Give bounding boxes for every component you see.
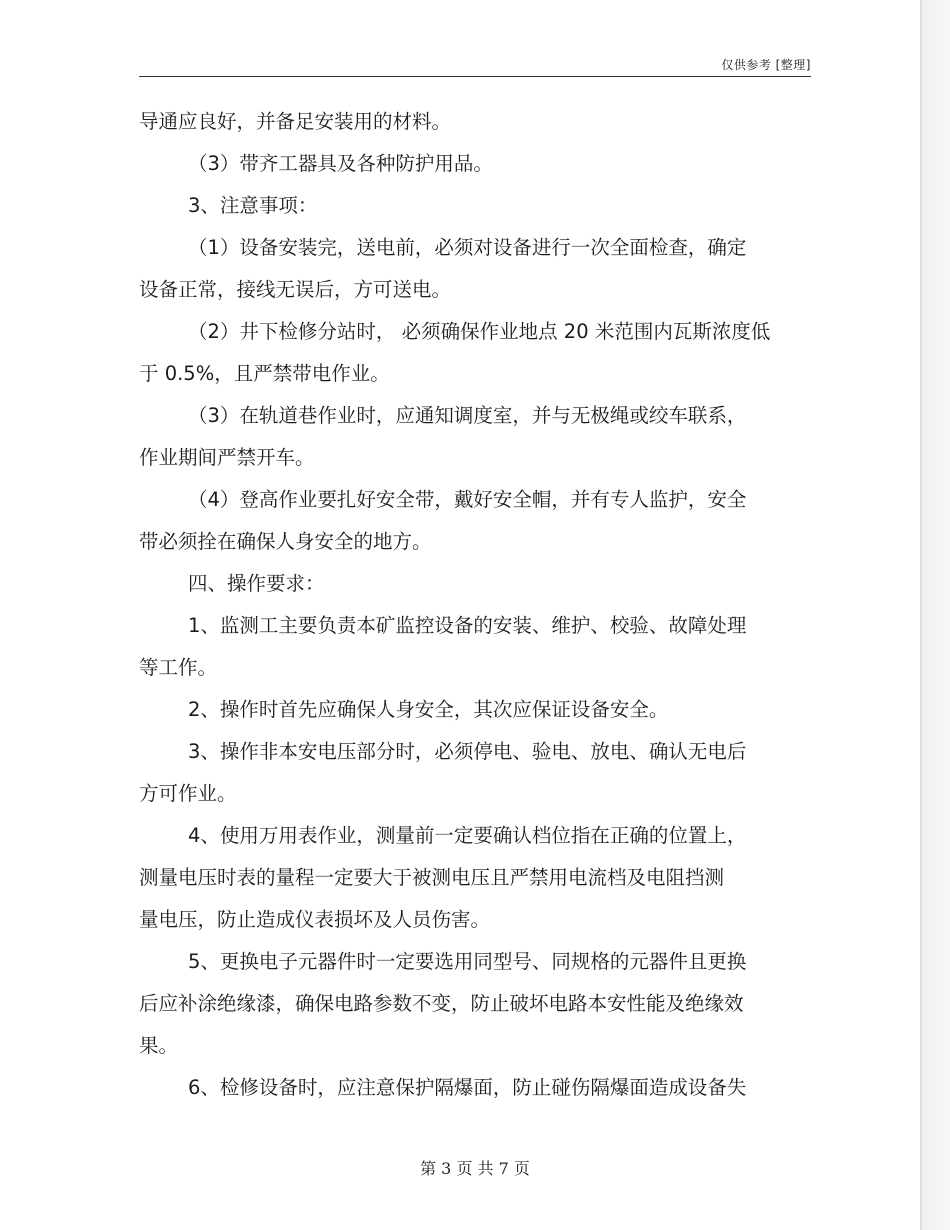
text-line: （3）带齐工器具及各种防护用品。 — [188, 152, 493, 175]
text-line: 2、操作时首先应确保人身安全，其次应保证设备安全。 — [188, 698, 669, 721]
text-line: 3、操作非本安电压部分时，必须停电、验电、放电、确认无电后 — [188, 740, 747, 763]
text-line: （4）登高作业要扎好安全带，戴好安全帽，并有专人监护，安全 — [188, 488, 747, 511]
header-rule — [139, 76, 811, 77]
text-line: 测量电压时表的量程一定要大于被测电压且严禁用电流档及电阻挡测 — [139, 866, 725, 889]
text-line: 带必须拴在确保人身安全的地方。 — [139, 530, 432, 553]
text-line: 于 0.5%，且严禁带电作业。 — [139, 362, 390, 385]
text-line: 3、注意事项： — [188, 194, 318, 217]
text-line: 1、监测工主要负责本矿监控设备的安装、维护、校验、故障处理 — [188, 614, 747, 637]
text-line: 果。 — [139, 1034, 179, 1057]
text-line: 后应补涂绝缘漆，确保电路参数不变，防止破坏电路本安性能及绝缘效 — [139, 992, 744, 1015]
text-line: 4、使用万用表作业，测量前一定要确认档位指在正确的位置上， — [188, 824, 747, 847]
text-line: 作业期间严禁开车。 — [139, 446, 315, 469]
text-line: 等工作。 — [139, 656, 218, 679]
text-line: （1）设备安装完，送电前，必须对设备进行一次全面检查，确定 — [188, 236, 747, 259]
page-edge — [920, 0, 950, 1230]
text-line: （2）井下检修分站时， 必须确保作业地点 20 米范围内瓦斯浓度低 — [188, 320, 771, 343]
text-line: 5、更换电子元器件时一定要选用同型号、同规格的元器件且更换 — [188, 950, 747, 973]
text-line: 导通应良好，并备足安装用的材料。 — [139, 110, 452, 133]
text-line: 6、检修设备时，应注意保护隔爆面，防止碰伤隔爆面造成设备失 — [188, 1076, 747, 1099]
text-line: 四、操作要求： — [188, 572, 325, 595]
text-line: 方可作业。 — [139, 782, 237, 805]
text-line: （3）在轨道巷作业时，应通知调度室，并与无极绳或绞车联系， — [188, 404, 747, 427]
page-header — [139, 54, 811, 76]
page-footer: 第 3 页 共 7 页 — [420, 1159, 530, 1178]
header-text: 仅供参考 [整理] — [721, 58, 811, 72]
text-line: 量电压，防止造成仪表损坏及人员伤害。 — [139, 908, 491, 931]
text-line: 设备正常，接线无误后，方可送电。 — [139, 278, 452, 301]
